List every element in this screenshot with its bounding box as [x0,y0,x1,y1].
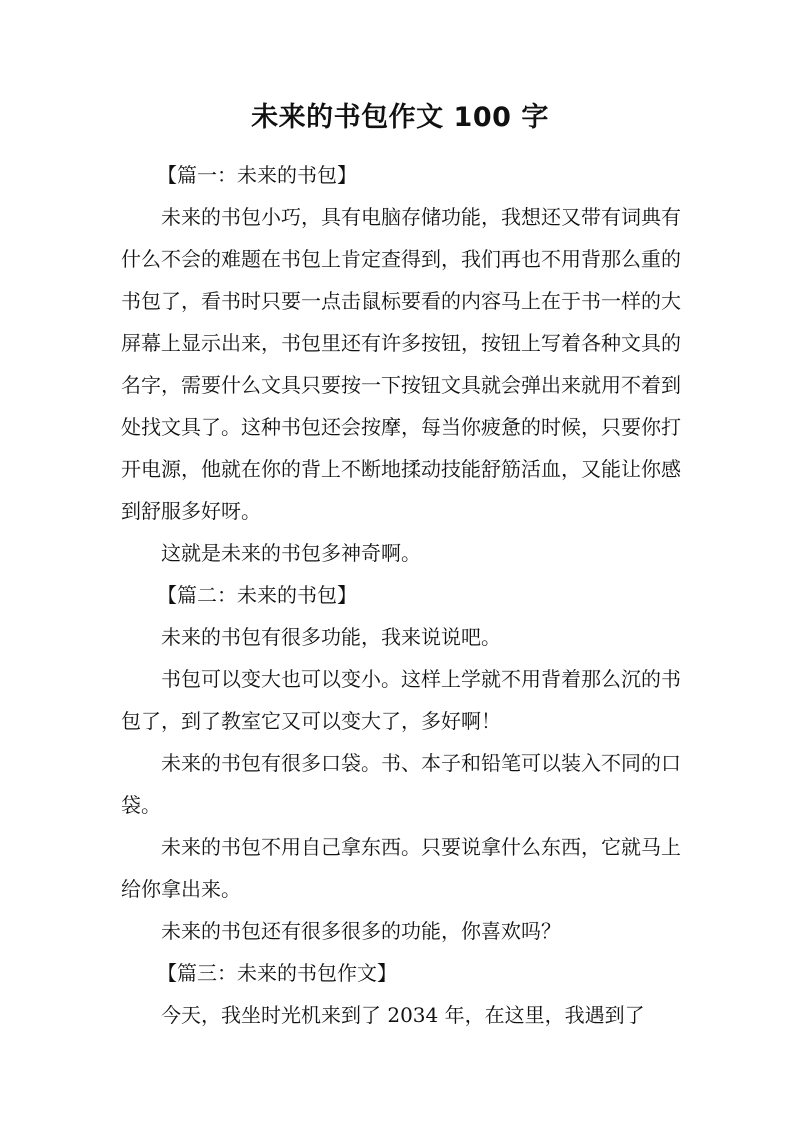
document-body [121,154,681,1036]
paragraph: 这就是未来的书包多神奇啊。 [161,541,421,565]
paragraph: 未来的书包小巧，具有电脑存储功能，我想还又带有词典有什么不会的难题在书包上肯定查得到，我们再也不用背那么重的书包了，看书时只要一点击鼠标要看的内容马上在于书一样的大屏幕上显示出来，书包里还有许多按钮，按钮上写着各种文具的名字，需要什么文具只要按一下按钮文具就会弹出来就用不着到处找文具了。这种书包还会按摩，每当你疲惫的时候，只要你打开电源，他就在你的背上不断地揉动技能舒筋活血，又能让你感到舒服多好呀。 [121,205,681,523]
paragraph: 未来的书包不用自己拿东西。只要说拿什么东西，它就马上给你拿出来。 [121,835,681,901]
document-title: 未来的书包作文 100 字 [251,102,549,133]
section-heading-2: 【篇二：未来的书包】 [157,583,357,607]
paragraph: 今天，我坐时光机来到了 2034 年，在这里，我遇到了 [161,1003,645,1027]
paragraph: 未来的书包有很多功能，我来说说吧。 [161,625,501,649]
section-heading-3: 【篇三：未来的书包作文】 [157,961,397,985]
paragraph: 书包可以变大也可以变小。这样上学就不用背着那么沉的书包了，到了教室它又可以变大了，多好啊！ [121,667,681,733]
section-heading-1: 【篇一：未来的书包】 [157,163,357,187]
paragraph: 未来的书包有很多口袋。书、本子和铅笔可以装入不同的口袋。 [121,751,681,817]
paragraph: 未来的书包还有很多很多的功能，你喜欢吗？ [161,919,561,943]
